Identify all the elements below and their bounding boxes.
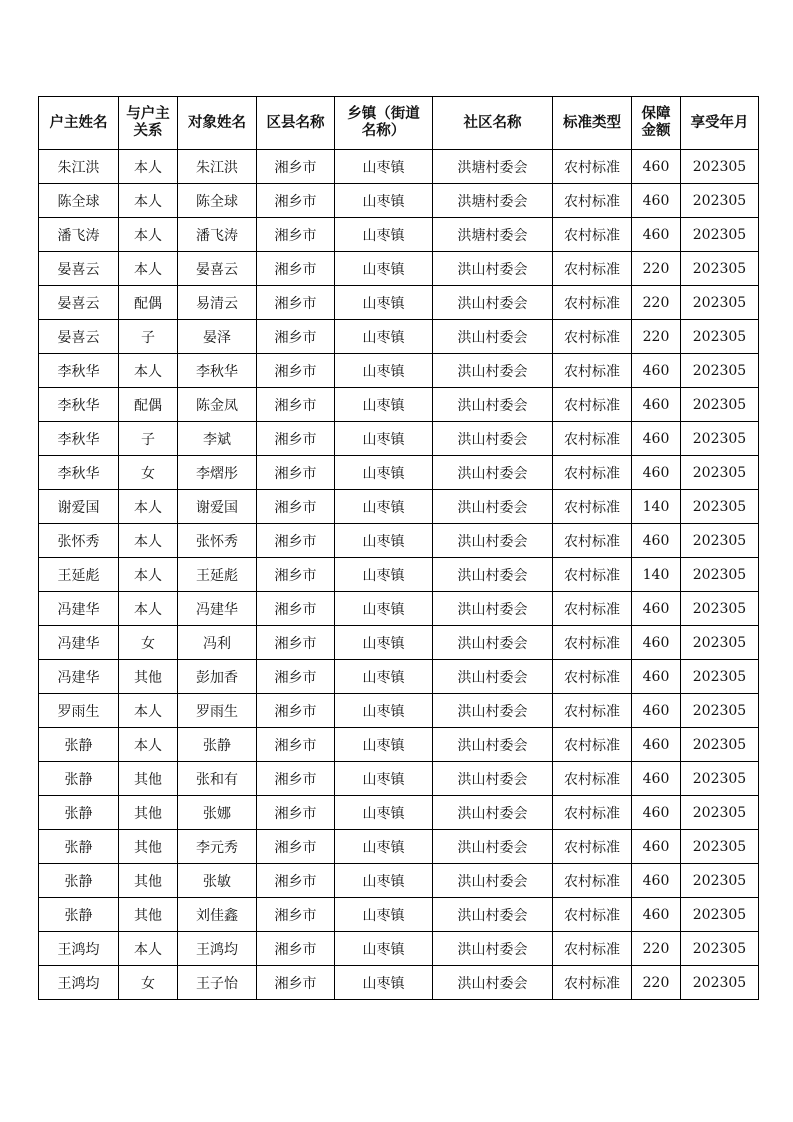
col-standard-type-cell: 农村标准 — [553, 354, 632, 388]
table-body — [39, 150, 759, 1000]
col-community-cell: 洪山村委会 — [433, 762, 553, 796]
col-county-cell: 湘乡市 — [257, 864, 335, 898]
col-county-cell: 湘乡市 — [257, 524, 335, 558]
col-householder-name-cell: 冯建华 — [39, 592, 119, 626]
col-householder-name-cell: 李秋华 — [39, 422, 119, 456]
col-householder-name-cell: 潘飞涛 — [39, 218, 119, 252]
col-community-cell: 洪山村委会 — [433, 660, 553, 694]
col-community-cell: 洪山村委会 — [433, 320, 553, 354]
col-standard-type-cell: 农村标准 — [553, 558, 632, 592]
col-township-cell: 山枣镇 — [335, 218, 433, 252]
col-householder-name-cell: 张静 — [39, 864, 119, 898]
col-township-header — [335, 97, 433, 150]
col-standard-type-cell: 农村标准 — [553, 490, 632, 524]
col-relation-cell: 本人 — [119, 592, 178, 626]
col-month-cell: 202305 — [681, 966, 759, 1000]
table-row — [39, 966, 759, 1000]
col-householder-name-cell: 王延彪 — [39, 558, 119, 592]
table-row — [39, 898, 759, 932]
col-recipient-name-header — [178, 97, 257, 150]
col-householder-name-cell: 陈全球 — [39, 184, 119, 218]
col-county-header — [257, 97, 335, 150]
table-row — [39, 796, 759, 830]
col-county-cell: 湘乡市 — [257, 830, 335, 864]
col-standard-type-cell: 农村标准 — [553, 184, 632, 218]
header-label: 与户主 关系 — [126, 106, 170, 139]
col-householder-name-cell: 晏喜云 — [39, 286, 119, 320]
col-county-cell: 湘乡市 — [257, 966, 335, 1000]
col-relation-cell: 本人 — [119, 490, 178, 524]
col-householder-name-cell: 王鸿均 — [39, 966, 119, 1000]
col-township-cell: 山枣镇 — [335, 252, 433, 286]
col-month-header — [681, 97, 759, 150]
col-recipient-name-cell: 陈全球 — [178, 184, 257, 218]
col-amount-cell: 460 — [632, 218, 681, 252]
col-standard-type-header — [553, 97, 632, 150]
col-householder-name-cell: 朱江洪 — [39, 150, 119, 184]
col-standard-type-cell: 农村标准 — [553, 796, 632, 830]
col-community-cell: 洪山村委会 — [433, 864, 553, 898]
table-row — [39, 762, 759, 796]
col-amount-cell: 460 — [632, 354, 681, 388]
col-relation-cell: 本人 — [119, 252, 178, 286]
table-row — [39, 422, 759, 456]
col-recipient-name-cell: 王延彪 — [178, 558, 257, 592]
col-standard-type-cell: 农村标准 — [553, 286, 632, 320]
col-householder-name-cell: 谢爱国 — [39, 490, 119, 524]
col-relation-cell: 其他 — [119, 762, 178, 796]
col-township-cell: 山枣镇 — [335, 320, 433, 354]
col-community-cell: 洪塘村委会 — [433, 218, 553, 252]
col-householder-name-cell: 冯建华 — [39, 660, 119, 694]
col-community-cell: 洪山村委会 — [433, 354, 553, 388]
col-county-cell: 湘乡市 — [257, 762, 335, 796]
col-amount-cell: 460 — [632, 864, 681, 898]
col-relation-cell: 子 — [119, 422, 178, 456]
table-row — [39, 830, 759, 864]
col-standard-type-cell: 农村标准 — [553, 830, 632, 864]
table-row — [39, 252, 759, 286]
col-county-cell: 湘乡市 — [257, 558, 335, 592]
col-standard-type-cell: 农村标准 — [553, 150, 632, 184]
col-county-cell: 湘乡市 — [257, 898, 335, 932]
table-row — [39, 354, 759, 388]
col-month-cell: 202305 — [681, 728, 759, 762]
col-county-cell: 湘乡市 — [257, 728, 335, 762]
col-relation-cell: 本人 — [119, 150, 178, 184]
col-recipient-name-cell: 罗雨生 — [178, 694, 257, 728]
col-community-cell: 洪山村委会 — [433, 388, 553, 422]
col-householder-name-cell: 李秋华 — [39, 456, 119, 490]
col-relation-cell: 本人 — [119, 558, 178, 592]
col-standard-type-cell: 农村标准 — [553, 456, 632, 490]
col-recipient-name-cell: 冯建华 — [178, 592, 257, 626]
col-amount-cell: 460 — [632, 728, 681, 762]
col-month-cell: 202305 — [681, 830, 759, 864]
col-relation-cell: 本人 — [119, 932, 178, 966]
col-amount-cell: 460 — [632, 694, 681, 728]
col-amount-cell: 220 — [632, 932, 681, 966]
col-recipient-name-cell: 张娜 — [178, 796, 257, 830]
table-row — [39, 592, 759, 626]
header-label: 乡镇（街道 名称） — [347, 106, 420, 139]
table-row — [39, 626, 759, 660]
col-standard-type-cell: 农村标准 — [553, 524, 632, 558]
col-recipient-name-cell: 李熠彤 — [178, 456, 257, 490]
col-relation-cell: 其他 — [119, 660, 178, 694]
col-standard-type-cell: 农村标准 — [553, 422, 632, 456]
col-recipient-name-cell: 张敏 — [178, 864, 257, 898]
col-recipient-name-cell: 王鸿均 — [178, 932, 257, 966]
col-township-cell: 山枣镇 — [335, 898, 433, 932]
col-community-cell: 洪山村委会 — [433, 456, 553, 490]
col-recipient-name-cell: 张静 — [178, 728, 257, 762]
col-township-cell: 山枣镇 — [335, 286, 433, 320]
header-label: 社区名称 — [463, 114, 522, 131]
col-amount-cell: 220 — [632, 320, 681, 354]
col-county-cell: 湘乡市 — [257, 252, 335, 286]
col-recipient-name-cell: 彭加香 — [178, 660, 257, 694]
col-county-cell: 湘乡市 — [257, 320, 335, 354]
col-standard-type-cell: 农村标准 — [553, 660, 632, 694]
col-township-cell: 山枣镇 — [335, 184, 433, 218]
col-amount-cell: 460 — [632, 592, 681, 626]
col-householder-name-cell: 张静 — [39, 796, 119, 830]
col-relation-cell: 其他 — [119, 830, 178, 864]
table-row — [39, 524, 759, 558]
col-standard-type-cell: 农村标准 — [553, 388, 632, 422]
col-standard-type-cell: 农村标准 — [553, 320, 632, 354]
col-householder-name-cell: 王鸿均 — [39, 932, 119, 966]
col-householder-name-cell: 李秋华 — [39, 388, 119, 422]
col-householder-name-cell: 张静 — [39, 830, 119, 864]
col-relation-cell: 女 — [119, 456, 178, 490]
col-township-cell: 山枣镇 — [335, 864, 433, 898]
header-label: 享受年月 — [690, 114, 749, 131]
col-township-cell: 山枣镇 — [335, 694, 433, 728]
col-amount-cell: 460 — [632, 626, 681, 660]
col-month-cell: 202305 — [681, 422, 759, 456]
col-recipient-name-cell: 晏泽 — [178, 320, 257, 354]
col-community-cell: 洪山村委会 — [433, 830, 553, 864]
col-community-cell: 洪山村委会 — [433, 796, 553, 830]
col-recipient-name-cell: 刘佳鑫 — [178, 898, 257, 932]
col-township-cell: 山枣镇 — [335, 354, 433, 388]
col-community-cell: 洪塘村委会 — [433, 184, 553, 218]
col-standard-type-cell: 农村标准 — [553, 694, 632, 728]
table-row — [39, 456, 759, 490]
col-month-cell: 202305 — [681, 524, 759, 558]
col-recipient-name-cell: 李元秀 — [178, 830, 257, 864]
col-month-cell: 202305 — [681, 490, 759, 524]
col-county-cell: 湘乡市 — [257, 626, 335, 660]
col-householder-name-cell: 冯建华 — [39, 626, 119, 660]
col-amount-cell: 460 — [632, 660, 681, 694]
col-relation-cell: 本人 — [119, 524, 178, 558]
col-relation-cell: 本人 — [119, 354, 178, 388]
col-community-cell: 洪山村委会 — [433, 932, 553, 966]
col-standard-type-cell: 农村标准 — [553, 592, 632, 626]
col-relation-cell: 本人 — [119, 728, 178, 762]
col-county-cell: 湘乡市 — [257, 660, 335, 694]
col-recipient-name-cell: 李斌 — [178, 422, 257, 456]
header-label: 保障 金额 — [641, 106, 671, 139]
col-amount-cell: 460 — [632, 150, 681, 184]
col-amount-cell: 460 — [632, 388, 681, 422]
col-amount-cell: 460 — [632, 524, 681, 558]
col-township-cell: 山枣镇 — [335, 422, 433, 456]
col-householder-name-cell: 晏喜云 — [39, 252, 119, 286]
col-standard-type-cell: 农村标准 — [553, 864, 632, 898]
col-amount-cell: 460 — [632, 456, 681, 490]
col-county-cell: 湘乡市 — [257, 796, 335, 830]
col-township-cell: 山枣镇 — [335, 592, 433, 626]
col-recipient-name-cell: 易清云 — [178, 286, 257, 320]
col-township-cell: 山枣镇 — [335, 796, 433, 830]
col-month-cell: 202305 — [681, 354, 759, 388]
col-township-cell: 山枣镇 — [335, 456, 433, 490]
col-relation-cell: 女 — [119, 966, 178, 1000]
col-township-cell: 山枣镇 — [335, 490, 433, 524]
col-relation-cell: 配偶 — [119, 388, 178, 422]
table-row — [39, 490, 759, 524]
table-row — [39, 728, 759, 762]
col-householder-name-cell: 张静 — [39, 728, 119, 762]
col-county-cell: 湘乡市 — [257, 354, 335, 388]
col-community-cell: 洪山村委会 — [433, 490, 553, 524]
col-recipient-name-cell: 朱江洪 — [178, 150, 257, 184]
col-township-cell: 山枣镇 — [335, 932, 433, 966]
col-month-cell: 202305 — [681, 660, 759, 694]
col-month-cell: 202305 — [681, 286, 759, 320]
col-amount-header — [632, 97, 681, 150]
col-township-cell: 山枣镇 — [335, 558, 433, 592]
table-row — [39, 660, 759, 694]
col-standard-type-cell: 农村标准 — [553, 762, 632, 796]
col-relation-cell: 其他 — [119, 898, 178, 932]
col-township-cell: 山枣镇 — [335, 762, 433, 796]
col-relation-cell: 女 — [119, 626, 178, 660]
col-amount-cell: 140 — [632, 558, 681, 592]
col-month-cell: 202305 — [681, 626, 759, 660]
col-householder-name-cell: 张静 — [39, 762, 119, 796]
col-amount-cell: 460 — [632, 830, 681, 864]
col-community-cell: 洪山村委会 — [433, 694, 553, 728]
col-recipient-name-cell: 冯利 — [178, 626, 257, 660]
col-county-cell: 湘乡市 — [257, 388, 335, 422]
col-standard-type-cell: 农村标准 — [553, 932, 632, 966]
col-community-cell: 洪山村委会 — [433, 558, 553, 592]
table-row — [39, 864, 759, 898]
col-community-cell: 洪山村委会 — [433, 252, 553, 286]
col-month-cell: 202305 — [681, 898, 759, 932]
col-amount-cell: 140 — [632, 490, 681, 524]
col-amount-cell: 460 — [632, 422, 681, 456]
col-month-cell: 202305 — [681, 218, 759, 252]
col-householder-name-header — [39, 97, 119, 150]
col-county-cell: 湘乡市 — [257, 422, 335, 456]
header-label: 户主姓名 — [49, 114, 108, 131]
col-county-cell: 湘乡市 — [257, 286, 335, 320]
col-county-cell: 湘乡市 — [257, 694, 335, 728]
col-standard-type-cell: 农村标准 — [553, 966, 632, 1000]
header-label: 标准类型 — [563, 114, 621, 131]
col-community-cell: 洪塘村委会 — [433, 150, 553, 184]
col-township-cell: 山枣镇 — [335, 150, 433, 184]
col-month-cell: 202305 — [681, 388, 759, 422]
col-amount-cell: 460 — [632, 762, 681, 796]
col-relation-cell: 其他 — [119, 864, 178, 898]
col-township-cell: 山枣镇 — [335, 626, 433, 660]
col-standard-type-cell: 农村标准 — [553, 898, 632, 932]
col-month-cell: 202305 — [681, 184, 759, 218]
col-community-header — [433, 97, 553, 150]
table-header — [39, 97, 759, 150]
col-township-cell: 山枣镇 — [335, 728, 433, 762]
col-standard-type-cell: 农村标准 — [553, 252, 632, 286]
col-month-cell: 202305 — [681, 320, 759, 354]
col-amount-cell: 460 — [632, 184, 681, 218]
col-county-cell: 湘乡市 — [257, 218, 335, 252]
col-relation-cell: 本人 — [119, 694, 178, 728]
col-recipient-name-cell: 王子怡 — [178, 966, 257, 1000]
col-county-cell: 湘乡市 — [257, 932, 335, 966]
col-community-cell: 洪山村委会 — [433, 966, 553, 1000]
table-row — [39, 320, 759, 354]
col-township-cell: 山枣镇 — [335, 660, 433, 694]
col-month-cell: 202305 — [681, 592, 759, 626]
col-relation-cell: 子 — [119, 320, 178, 354]
header-row — [39, 97, 759, 150]
col-relation-header — [119, 97, 178, 150]
table-row — [39, 558, 759, 592]
col-community-cell: 洪山村委会 — [433, 286, 553, 320]
col-township-cell: 山枣镇 — [335, 830, 433, 864]
col-month-cell: 202305 — [681, 796, 759, 830]
col-county-cell: 湘乡市 — [257, 184, 335, 218]
col-amount-cell: 220 — [632, 966, 681, 1000]
col-month-cell: 202305 — [681, 558, 759, 592]
col-householder-name-cell: 晏喜云 — [39, 320, 119, 354]
col-month-cell: 202305 — [681, 694, 759, 728]
col-amount-cell: 460 — [632, 796, 681, 830]
col-township-cell: 山枣镇 — [335, 966, 433, 1000]
col-recipient-name-cell: 李秋华 — [178, 354, 257, 388]
col-county-cell: 湘乡市 — [257, 592, 335, 626]
col-township-cell: 山枣镇 — [335, 524, 433, 558]
col-amount-cell: 460 — [632, 898, 681, 932]
table-row — [39, 150, 759, 184]
col-community-cell: 洪山村委会 — [433, 592, 553, 626]
col-standard-type-cell: 农村标准 — [553, 218, 632, 252]
col-standard-type-cell: 农村标准 — [553, 728, 632, 762]
col-relation-cell: 本人 — [119, 218, 178, 252]
col-county-cell: 湘乡市 — [257, 490, 335, 524]
col-county-cell: 湘乡市 — [257, 456, 335, 490]
col-recipient-name-cell: 潘飞涛 — [178, 218, 257, 252]
col-relation-cell: 本人 — [119, 184, 178, 218]
col-community-cell: 洪山村委会 — [433, 626, 553, 660]
col-county-cell: 湘乡市 — [257, 150, 335, 184]
col-householder-name-cell: 张静 — [39, 898, 119, 932]
table-row — [39, 932, 759, 966]
beneficiary-table — [38, 96, 759, 1000]
col-relation-cell: 其他 — [119, 796, 178, 830]
table-row — [39, 694, 759, 728]
col-standard-type-cell: 农村标准 — [553, 626, 632, 660]
col-community-cell: 洪山村委会 — [433, 898, 553, 932]
col-month-cell: 202305 — [681, 456, 759, 490]
table-row — [39, 184, 759, 218]
col-month-cell: 202305 — [681, 252, 759, 286]
col-recipient-name-cell: 张和有 — [178, 762, 257, 796]
col-recipient-name-cell: 晏喜云 — [178, 252, 257, 286]
table-row — [39, 388, 759, 422]
table-row — [39, 286, 759, 320]
table-row — [39, 218, 759, 252]
col-month-cell: 202305 — [681, 762, 759, 796]
col-community-cell: 洪山村委会 — [433, 422, 553, 456]
col-township-cell: 山枣镇 — [335, 388, 433, 422]
col-community-cell: 洪山村委会 — [433, 524, 553, 558]
col-householder-name-cell: 李秋华 — [39, 354, 119, 388]
header-label: 对象姓名 — [188, 114, 246, 131]
col-householder-name-cell: 罗雨生 — [39, 694, 119, 728]
col-amount-cell: 220 — [632, 286, 681, 320]
col-community-cell: 洪山村委会 — [433, 728, 553, 762]
col-recipient-name-cell: 陈金凤 — [178, 388, 257, 422]
col-relation-cell: 配偶 — [119, 286, 178, 320]
col-month-cell: 202305 — [681, 150, 759, 184]
header-label: 区县名称 — [266, 114, 325, 131]
col-householder-name-cell: 张怀秀 — [39, 524, 119, 558]
col-recipient-name-cell: 谢爱国 — [178, 490, 257, 524]
col-recipient-name-cell: 张怀秀 — [178, 524, 257, 558]
col-month-cell: 202305 — [681, 932, 759, 966]
col-amount-cell: 220 — [632, 252, 681, 286]
col-month-cell: 202305 — [681, 864, 759, 898]
